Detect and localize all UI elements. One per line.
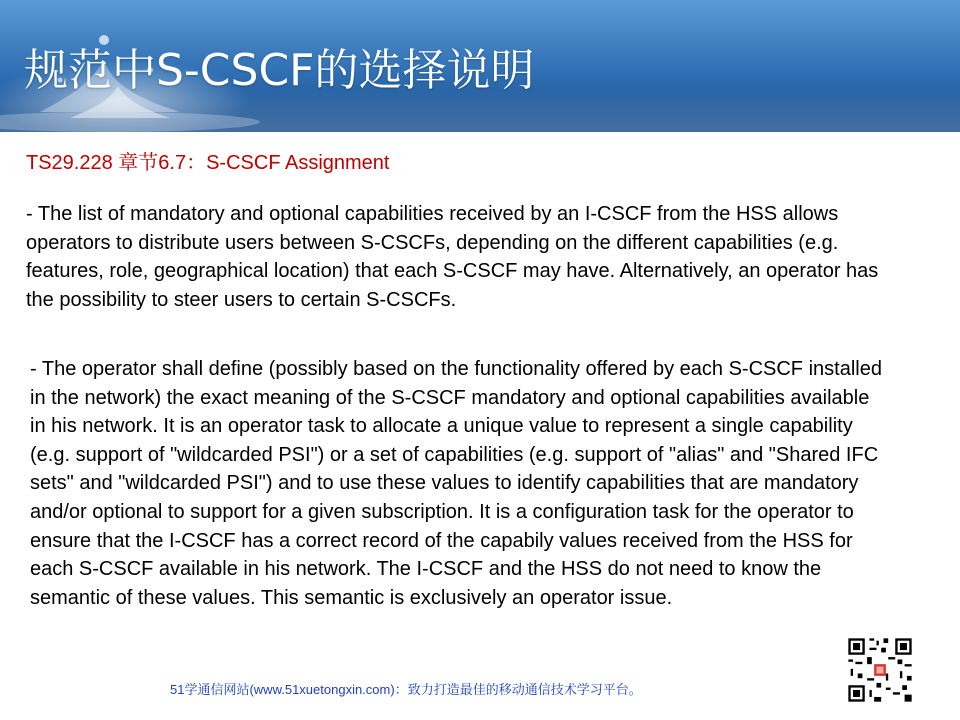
section-subtitle: TS29.228 章节6.7：S-CSCF Assignment	[26, 152, 390, 174]
qr-code-icon	[846, 636, 914, 704]
footer-text: 51学通信网站(www.51xuetongxin.com)：致力打造最佳的移动通信技术学习平台。	[170, 682, 642, 697]
paragraph-2: - The operator shall define (possibly based on the functionality offered by each S-CSCF installed in the network) the exact meaning of the S-CSCF mandatory and optional capabilities available in his network. It is an operator task to allocate a unique value to represent a single capability (e.g. support of "wildcarded PSI") or a set of capabilities (e.g. support of "alias" and "Shared IFC sets" and "wildcarded PSI") and to use these values to identify capabilities that are mandatory and/or optional to support for a given subscription. It is a configuration task for the operator to ensure that the I-CSCF has a correct record of the capabily values received from the HSS for each S-CSCF available in his network. The I-CSCF and the HSS do not need to know the semantic of these values. This semantic is exclusively an operator issue.	[30, 358, 882, 609]
slide-header	[0, 0, 960, 132]
slide-title: 规范中S-CSCF的选择说明	[24, 45, 535, 96]
paragraph-1: - The list of mandatory and optional capabilities received by an I-CSCF from the HSS allows operators to distribute users between S-CSCFs, depending on the different capabilities (e.g. features, role, geographical location) that each S-CSCF may have. Alternatively, an operator has the possibility to steer users to certain S-CSCFs.	[26, 203, 879, 311]
